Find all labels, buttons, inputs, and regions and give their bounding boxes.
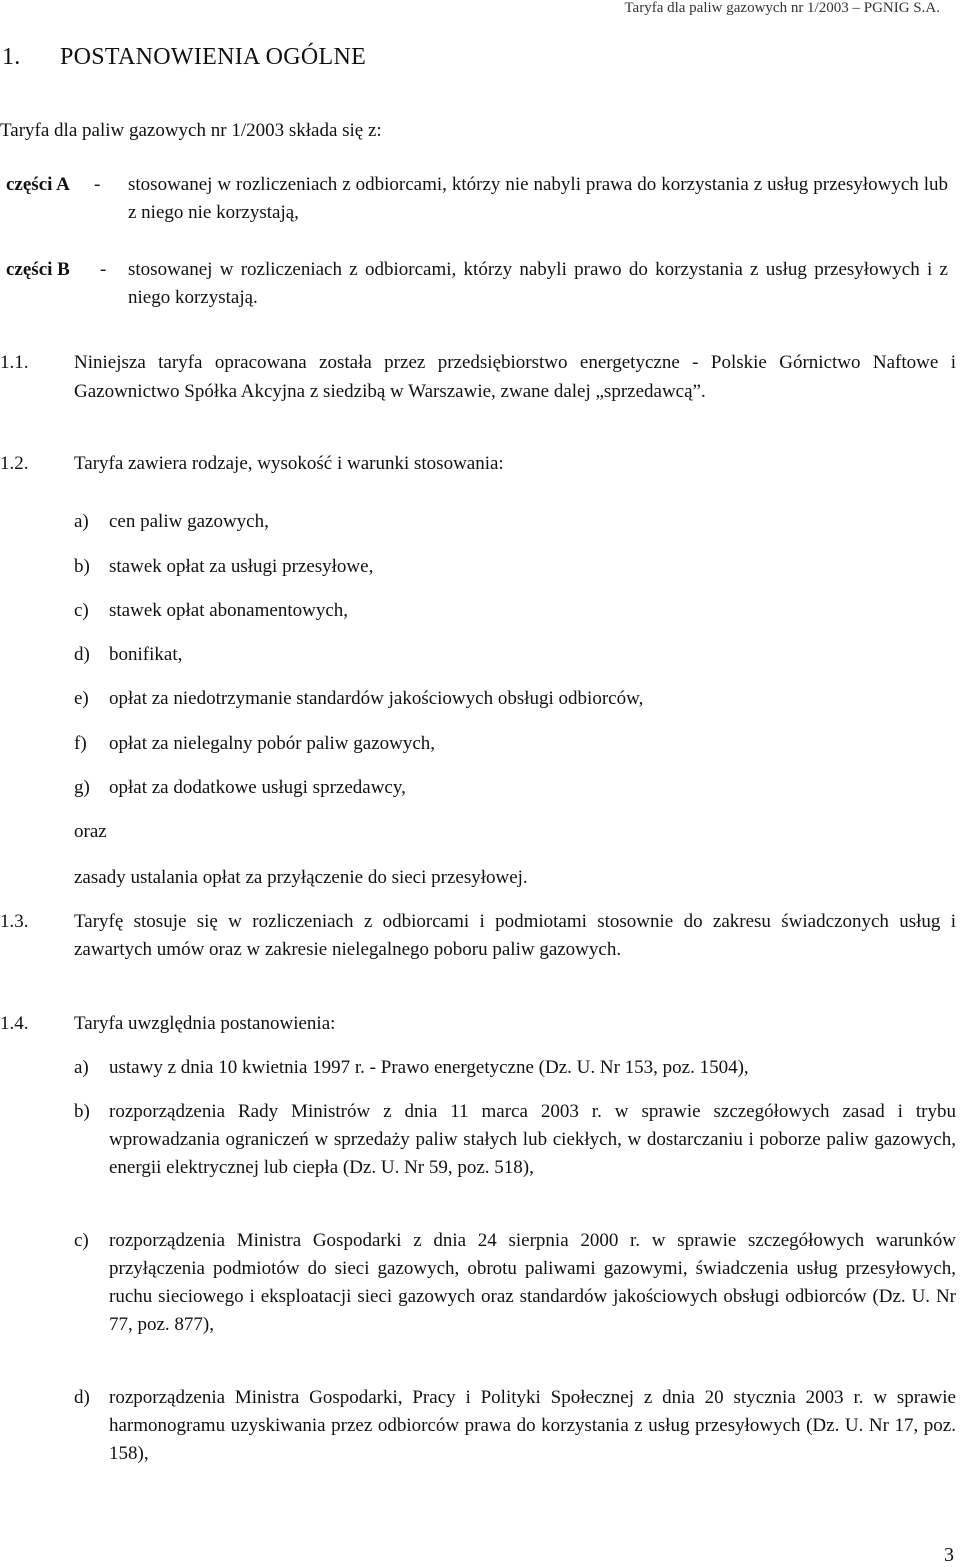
provision-text: rozporządzenia Ministra Gospodarki z dnia 24 sierpnia 2000 r. w sprawie szczegółowych warunków przyłączenia podmiotów do sieci gazowych, obrotu paliwami gazowymi, świadczenia usług przesyłowych, ruchu sieciowego i eksploatacji sieci gazowych oraz standardów jakościowych obsługi odbiorców (Dz. U. Nr 77, poz. 877), bbox=[109, 1230, 956, 1335]
list-item bbox=[74, 774, 956, 802]
paragraph-1-2 bbox=[0, 450, 956, 478]
provision-item bbox=[74, 1384, 956, 1468]
part-a-label: części A bbox=[6, 174, 70, 195]
paragraph-1-1-number: 1.1. bbox=[0, 352, 29, 373]
paragraph-1-3-text: Taryfę stosuje się w rozliczeniach z odbiorcami i podmiotami stosownie do zakresu świadczonych usług i zawartych umów oraz w zakresie nielegalnego poboru paliw gazowych. bbox=[74, 911, 956, 960]
provision-letter: c) bbox=[74, 1230, 89, 1251]
section-number: 1. bbox=[2, 44, 21, 70]
list-item bbox=[74, 730, 956, 758]
provision-item bbox=[74, 1098, 956, 1182]
running-header: Taryfa dla paliw gazowych nr 1/2003 – PGNIG S.A. bbox=[624, 0, 940, 16]
provision-letter: a) bbox=[74, 1057, 89, 1078]
list-item-text: stawek opłat abonamentowych, bbox=[109, 600, 349, 621]
list-item-text: stawek opłat za usługi przesyłowe, bbox=[109, 556, 374, 577]
provision-text: rozporządzenia Ministra Gospodarki, Pracy i Polityki Społecznej z dnia 20 stycznia 2003 r. w sprawie harmonogramu uzyskiwania przez odbiorców prawa do korzystania z usług przesyłowych (Dz. U. Nr 17, poz. 158), bbox=[109, 1387, 956, 1464]
list-item bbox=[74, 597, 956, 625]
part-b-text: stosowanej w rozliczeniach z odbiorcami, którzy nabyli prawo do korzystania z usług przesyłowych i z niego korzystają. bbox=[128, 259, 948, 308]
part-a bbox=[0, 171, 948, 227]
zasady-text: zasady ustalania opłat za przyłączenie do sieci przesyłowej. bbox=[74, 867, 528, 888]
provision-text: ustawy z dnia 10 kwietnia 1997 r. - Prawo energetyczne (Dz. U. Nr 153, poz. 1504), bbox=[109, 1057, 749, 1078]
paragraph-1-4-text: Taryfa uwzględnia postanowienia: bbox=[74, 1013, 336, 1034]
paragraph-1-3 bbox=[0, 908, 956, 964]
paragraph-1-1 bbox=[0, 348, 956, 406]
list-item-text: opłat za nielegalny pobór paliw gazowych, bbox=[109, 733, 436, 754]
list-item-text: cen paliw gazowych, bbox=[109, 511, 269, 532]
provision-letter: d) bbox=[74, 1387, 90, 1408]
list-item bbox=[74, 508, 956, 536]
list-item-text: opłat za niedotrzymanie standardów jakościowych obsługi odbiorców, bbox=[109, 688, 644, 709]
intro-text: Taryfa dla paliw gazowych nr 1/2003 składa się z: bbox=[0, 120, 382, 141]
list-item bbox=[74, 553, 956, 581]
part-a-dash: - bbox=[94, 174, 101, 195]
list-item-letter: a) bbox=[74, 511, 89, 532]
list-item-letter: e) bbox=[74, 688, 89, 709]
page-number: 3 bbox=[944, 1544, 954, 1566]
list-item-text: opłat za dodatkowe usługi sprzedawcy, bbox=[109, 777, 406, 798]
provision-item bbox=[74, 1227, 956, 1339]
section-heading bbox=[0, 44, 366, 71]
list-item-letter: d) bbox=[74, 644, 90, 665]
paragraph-1-4-number: 1.4. bbox=[0, 1013, 29, 1034]
paragraph-1-3-number: 1.3. bbox=[0, 911, 29, 932]
paragraph-1-2-text: Taryfa zawiera rodzaje, wysokość i warunki stosowania: bbox=[74, 453, 504, 474]
part-b bbox=[0, 256, 948, 312]
list-item-letter: c) bbox=[74, 600, 89, 621]
list-item bbox=[74, 685, 956, 713]
paragraph-1-2-number: 1.2. bbox=[0, 453, 29, 474]
list-item-text: bonifikat, bbox=[109, 644, 183, 665]
list-item-letter: f) bbox=[74, 733, 87, 754]
part-b-dash: - bbox=[100, 259, 107, 280]
oraz-text: oraz bbox=[74, 821, 107, 842]
part-a-text: stosowanej w rozliczeniach z odbiorcami, którzy nie nabyli prawa do korzystania z usług przesyłowych lub z niego nie korzystają, bbox=[128, 174, 948, 223]
part-b-label: części B bbox=[6, 259, 70, 280]
list-item bbox=[74, 641, 956, 669]
paragraph-1-1-text: Niniejsza taryfa opracowana została przez przedsiębiorstwo energetyczne - Polskie Górnictwo Naftowe i Gazownictwo Spółka Akcyjna z siedzibą w Warszawie, zwane dalej „sprzedawcą”. bbox=[74, 352, 956, 402]
list-item-letter: b) bbox=[74, 556, 90, 577]
paragraph-1-4 bbox=[0, 1010, 956, 1038]
provision-item bbox=[74, 1054, 956, 1082]
provision-text: rozporządzenia Rady Ministrów z dnia 11 marca 2003 r. w sprawie szczegółowych zasad i trybu wprowadzania ograniczeń w sprzedaży paliw stałych lub ciekłych, w dostarczaniu i poborze paliw gazowych, energii elektrycznej lub ciepła (Dz. U. Nr 59, poz. 518), bbox=[109, 1101, 956, 1178]
list-item-letter: g) bbox=[74, 777, 90, 798]
provision-letter: b) bbox=[74, 1101, 90, 1122]
section-title: POSTANOWIENIA OGÓLNE bbox=[60, 44, 367, 70]
